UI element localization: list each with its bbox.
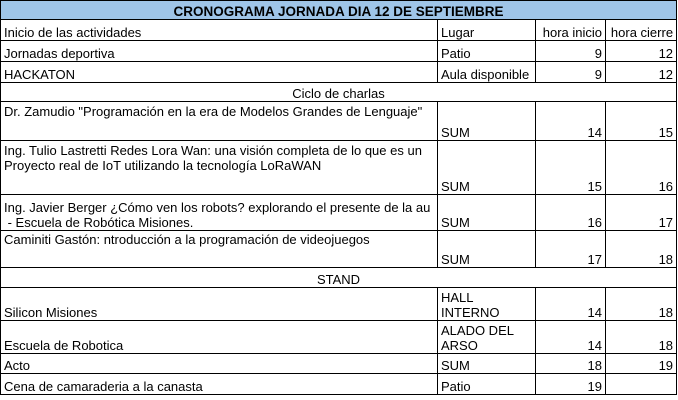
start-cell[interactable]: 14 [536,321,606,354]
talk-title-line: Caminiti Gastón: ntroducción a la programación de videojuegos [4,232,370,247]
header-row [1,20,677,41]
talk-title-line: Ing. Tulio Lastretti Redes Lora Wan: una visión completa de lo que es un [4,143,422,158]
activity-cell[interactable] [1,102,438,141]
place-cell[interactable]: Patio [438,374,536,395]
place-cell[interactable]: SUM [438,231,536,268]
end-cell[interactable]: 12 [606,41,677,62]
end-cell[interactable]: 18 [606,321,677,354]
header-end[interactable]: hora cierre [606,20,677,41]
header-start[interactable]: hora inicio [536,20,606,41]
talk-title-line: Proyecto real de IoT utilizando la tecnología LoRaWAN [4,158,322,173]
place-cell[interactable]: Patio [438,41,536,62]
end-cell[interactable]: 12 [606,62,677,83]
end-cell[interactable]: 19 [606,354,677,374]
place-line: INTERNO [441,305,500,320]
header-activity[interactable]: Inicio de las actividades [1,20,438,41]
place-line: ALADO DEL [441,323,514,338]
activity-cell[interactable] [1,195,438,231]
activity-cell[interactable] [1,141,438,195]
table-row [1,231,677,268]
schedule-title[interactable]: CRONOGRAMA JORNADA DIA 12 DE SEPTIEMBRE [1,1,677,20]
talk-title-line: - Escuela de Robótica Misiones. [4,215,194,230]
section-talks-heading[interactable]: Ciclo de charlas [1,83,677,102]
start-cell[interactable]: 14 [536,102,606,141]
table-row [1,62,677,83]
section-stand-heading[interactable]: STAND [1,268,677,288]
place-cell[interactable]: SUM [438,102,536,141]
section-row [1,83,677,102]
end-cell[interactable]: 18 [606,231,677,268]
place-cell[interactable] [438,288,536,321]
start-cell[interactable]: 17 [536,231,606,268]
table-row [1,102,677,141]
activity-cell[interactable]: Cena de camaraderia a la canasta [1,374,438,395]
talk-title-line: Dr. Zamudio "Programación en la era de Modelos Grandes de Lenguaje" [4,104,423,119]
place-cell[interactable]: Aula disponible [438,62,536,83]
table-row [1,288,677,321]
place-cell[interactable]: SUM [438,354,536,374]
activity-cell[interactable]: Jornadas deportiva [1,41,438,62]
end-cell[interactable]: 17 [606,195,677,231]
table-row [1,141,677,195]
place-cell[interactable]: SUM [438,195,536,231]
start-cell[interactable]: 9 [536,62,606,83]
place-cell[interactable]: SUM [438,141,536,195]
start-cell[interactable]: 9 [536,41,606,62]
table-row [1,195,677,231]
end-cell[interactable] [606,374,677,395]
place-line: ARSO [441,338,478,353]
activity-cell[interactable] [1,231,438,268]
end-cell[interactable]: 16 [606,141,677,195]
section-row [1,268,677,288]
table-row [1,321,677,354]
place-cell[interactable] [438,321,536,354]
start-cell[interactable]: 15 [536,141,606,195]
end-cell[interactable]: 18 [606,288,677,321]
title-row [1,1,677,20]
activity-cell[interactable]: Silicon Misiones [1,288,438,321]
start-cell[interactable]: 18 [536,354,606,374]
activity-cell[interactable]: Acto [1,354,438,374]
talk-title-line: Ing. Javier Berger ¿Cómo ven los robots? explorando el presente de la au [4,200,431,215]
table-row [1,354,677,374]
activity-cell[interactable]: Escuela de Robotica [1,321,438,354]
start-cell[interactable]: 16 [536,195,606,231]
place-line: HALL [441,290,474,305]
table-row [1,374,677,395]
end-cell[interactable]: 15 [606,102,677,141]
start-cell[interactable]: 19 [536,374,606,395]
activity-cell[interactable]: HACKATON [1,62,438,83]
header-place[interactable]: Lugar [438,20,536,41]
table-row [1,41,677,62]
start-cell[interactable]: 14 [536,288,606,321]
